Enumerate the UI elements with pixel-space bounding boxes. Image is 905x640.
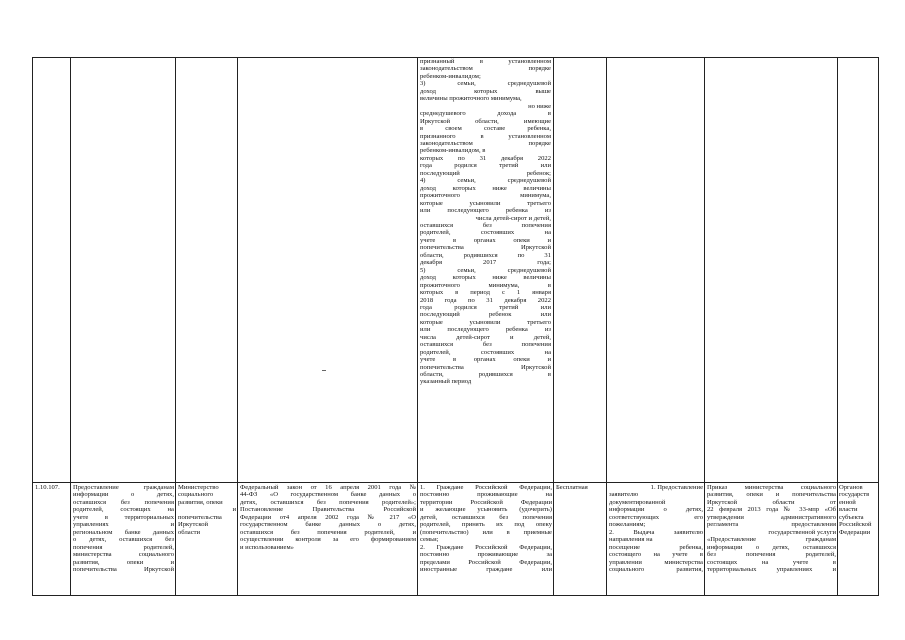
text-line: территории Российской Федерации: [420, 498, 552, 506]
column-border: [70, 58, 71, 595]
column-border: [553, 58, 554, 595]
text-line: указанный период: [420, 378, 472, 386]
column-border: [837, 58, 838, 595]
column-border: [175, 58, 176, 595]
text-line: области, родившихся в: [420, 371, 551, 379]
text-line: субъекта: [839, 513, 864, 521]
text-line: доход которых выше: [420, 87, 551, 95]
text-line: управлении министерства: [609, 558, 703, 566]
text-line: осуществлении контроля за его формированием: [240, 536, 416, 544]
text-line: 4) семьи, среднедушевой: [420, 177, 551, 185]
column-border: [704, 58, 705, 595]
text-line: ребенком-инвалидом;: [420, 72, 481, 80]
text-line: попечительства Иркутской: [420, 363, 551, 371]
column-border: [417, 58, 418, 595]
legal-basis-cell: [240, 484, 416, 596]
text-line: учете в территориальных: [73, 513, 174, 521]
text-line: развития, опеки и: [73, 558, 174, 566]
text-line: в своем составе ребенка,: [420, 125, 551, 133]
text-line: Федеральный закон от 16 апреля 2001 года №: [240, 484, 416, 491]
text-line: посещение ребенка,: [609, 543, 703, 551]
text-line: попечения родителей,: [73, 543, 174, 551]
text-line: или последующего ребенка из: [420, 207, 551, 215]
text-line: 5) семьи, среднедушевой: [420, 266, 551, 274]
text-line: территориальных управлениях и: [707, 565, 836, 573]
text-line: признанный в установленном: [420, 58, 551, 65]
text-line: последующий ребенок или: [420, 311, 551, 319]
text-line: числа детей-сирот и детей,: [420, 333, 551, 341]
text-line: развития, опеки и попечительства: [707, 491, 836, 499]
text-line: социального развития,: [609, 565, 703, 573]
text-line: регламента предоставления: [707, 521, 836, 529]
text-line: учете в органах опеки и: [420, 356, 551, 364]
text-line: состоящих на учете в: [707, 558, 836, 566]
text-line: и желающие усыновить (удочерить): [420, 506, 552, 514]
text-line: 1. Предоставление: [650, 484, 703, 491]
text-line: последующий ребенок;: [420, 169, 551, 177]
text-line: оставшихся без попечения: [73, 498, 174, 506]
text-line: 1. Граждане Российской Федерации,: [420, 484, 552, 491]
text-line: среднедушевого дохода в: [420, 110, 551, 118]
text-line: Федерации: [839, 528, 871, 536]
result-cell: [609, 484, 703, 596]
text-line: года родился третий или: [420, 162, 551, 170]
text-line: региональном банке данных: [73, 528, 174, 536]
row-border: [33, 482, 878, 483]
authority-cell: [178, 484, 236, 596]
text-line: Российской: [839, 521, 872, 529]
text-line: Постановление Правительства Российской: [240, 506, 416, 514]
text-line: детях, оставшихся без попечения родителей»;: [240, 498, 416, 506]
document-table: [32, 57, 879, 596]
text-line: государственном банке данных о детях,: [240, 521, 416, 529]
text-line: родителей, состоявших на: [420, 229, 551, 237]
text-line: документированной: [609, 498, 666, 506]
text-line: иностранные граждане или: [420, 565, 552, 573]
text-line: направления на: [609, 536, 653, 544]
text-line: пределами Российской Федерации,: [420, 558, 552, 566]
column-border: [606, 58, 607, 595]
text-line: состоящего на учете в: [609, 551, 703, 559]
text-line: законодательством порядке: [420, 139, 551, 147]
text-line: родителей, состоявших на: [420, 348, 551, 356]
text-line: которых в период с 1 января: [420, 289, 551, 297]
text-line: Иркутской области от: [707, 498, 836, 506]
text-line: декабря 2017 года;: [420, 259, 551, 267]
authority-level-cell: [839, 484, 879, 596]
text-line: попечительства Иркутской: [420, 244, 551, 252]
text-line: прожиточного минимума,: [420, 192, 551, 200]
text-line: родителей, принять их под опеку: [420, 521, 552, 529]
text-line: развития, опеки: [178, 498, 223, 506]
text-line: «Предоставление гражданам: [707, 536, 836, 544]
text-line: или последующего ребенка из: [420, 326, 551, 334]
text-line: числа детей-сирот и детей,: [475, 214, 551, 222]
scan-artifact: [322, 370, 326, 371]
text-line: которые усыновили третьего: [420, 318, 551, 326]
text-line: попечительства: [178, 513, 222, 521]
text-line: доход которых ниже величины: [420, 184, 551, 192]
text-line: ребенком-инвалидом, в: [420, 147, 486, 155]
text-line: утверждении административного: [707, 513, 836, 521]
text-line: Министерство: [178, 484, 219, 491]
text-line: оставшихся без попечения: [420, 221, 551, 229]
text-line: о детях, оставшихся без: [73, 536, 174, 544]
text-line: постоянно проживающие на: [420, 491, 552, 499]
continued-applicants-cell: [420, 58, 551, 482]
text-line: Предоставление гражданам: [73, 484, 174, 491]
text-line: области: [178, 528, 201, 536]
text-line: 22 февраля 2013 года № 33-мпр «Об: [707, 506, 836, 514]
text-line: попечительства Иркутской: [73, 565, 174, 573]
text-line: которых по 31 декабря 2022: [420, 154, 551, 162]
text-line: и использованием»: [240, 543, 294, 551]
column-border: [237, 58, 238, 595]
text-line: оставшихся без попечения родителей, и: [240, 528, 416, 536]
text-line: законодательством порядке: [420, 65, 551, 73]
text-line: но ниже: [528, 102, 551, 110]
text-line: 3) семьи, среднедушевой: [420, 80, 551, 88]
text-line: величины прожиточного минимума,: [420, 95, 522, 103]
text-line: доход которых ниже величины: [420, 274, 551, 282]
text-line: Федерации от4 апреля 2002 года № 217 «О: [240, 513, 416, 521]
text-line: оставшихся без попечения: [420, 341, 551, 349]
text-line: заявителю: [609, 491, 639, 499]
text-line: детей, оставшихся без попечения: [420, 513, 552, 521]
text-line: енной: [839, 498, 856, 506]
text-line: информации о детях,: [73, 491, 174, 499]
text-line: Органов: [839, 484, 863, 491]
text-line: года родился третий или: [420, 303, 551, 311]
text-line: Иркутской: [178, 521, 209, 529]
text-line: 2. Граждане Российской Федерации,: [420, 543, 552, 551]
text-line: постоянно проживающие за: [420, 551, 552, 559]
text-line: признанного в установленном: [420, 132, 551, 140]
text-line: родителей, состоящих на: [73, 506, 174, 514]
text-line: государств: [839, 491, 870, 499]
text-line: соответствующих его: [609, 513, 703, 521]
regulation-cell: [707, 484, 836, 596]
text-line: министерства социального: [73, 551, 174, 559]
text-line: прожиточного минимума, в: [420, 281, 551, 289]
text-line: информации о детях,: [609, 506, 703, 514]
text-line: Приказ министерства социального: [707, 484, 836, 491]
text-line: (попечительство) или в приемные: [420, 528, 552, 536]
text-line: и: [232, 506, 236, 514]
text-line: учете в органах опеки и: [420, 236, 551, 244]
service-name-cell: [73, 484, 174, 596]
text-line: пожеланиям;: [609, 521, 646, 529]
text-line: управлениях и: [73, 521, 174, 529]
row-number: 1.10.107.: [35, 484, 60, 491]
cost-cell: Бесплатная: [556, 484, 588, 491]
text-line: без попечения родителей,: [707, 551, 836, 559]
text-line: государственной услуги: [768, 528, 836, 536]
text-line: области, родившихся по 31: [420, 251, 551, 259]
text-line: семьи;: [420, 536, 439, 544]
text-line: 44-ФЗ «О государственном банке данных о: [240, 491, 416, 499]
text-line: 2. Выдача заявителю: [609, 528, 703, 536]
applicants-cell: [420, 484, 552, 596]
text-line: социального: [178, 491, 214, 499]
text-line: Иркутской области, имеющие: [420, 117, 551, 125]
text-line: информации о детях, оставшихся: [707, 543, 836, 551]
text-line: которые усыновили третьего: [420, 199, 551, 207]
text-line: власти: [839, 506, 858, 514]
text-line: 2018 года по 31 декабря 2022: [420, 296, 551, 304]
